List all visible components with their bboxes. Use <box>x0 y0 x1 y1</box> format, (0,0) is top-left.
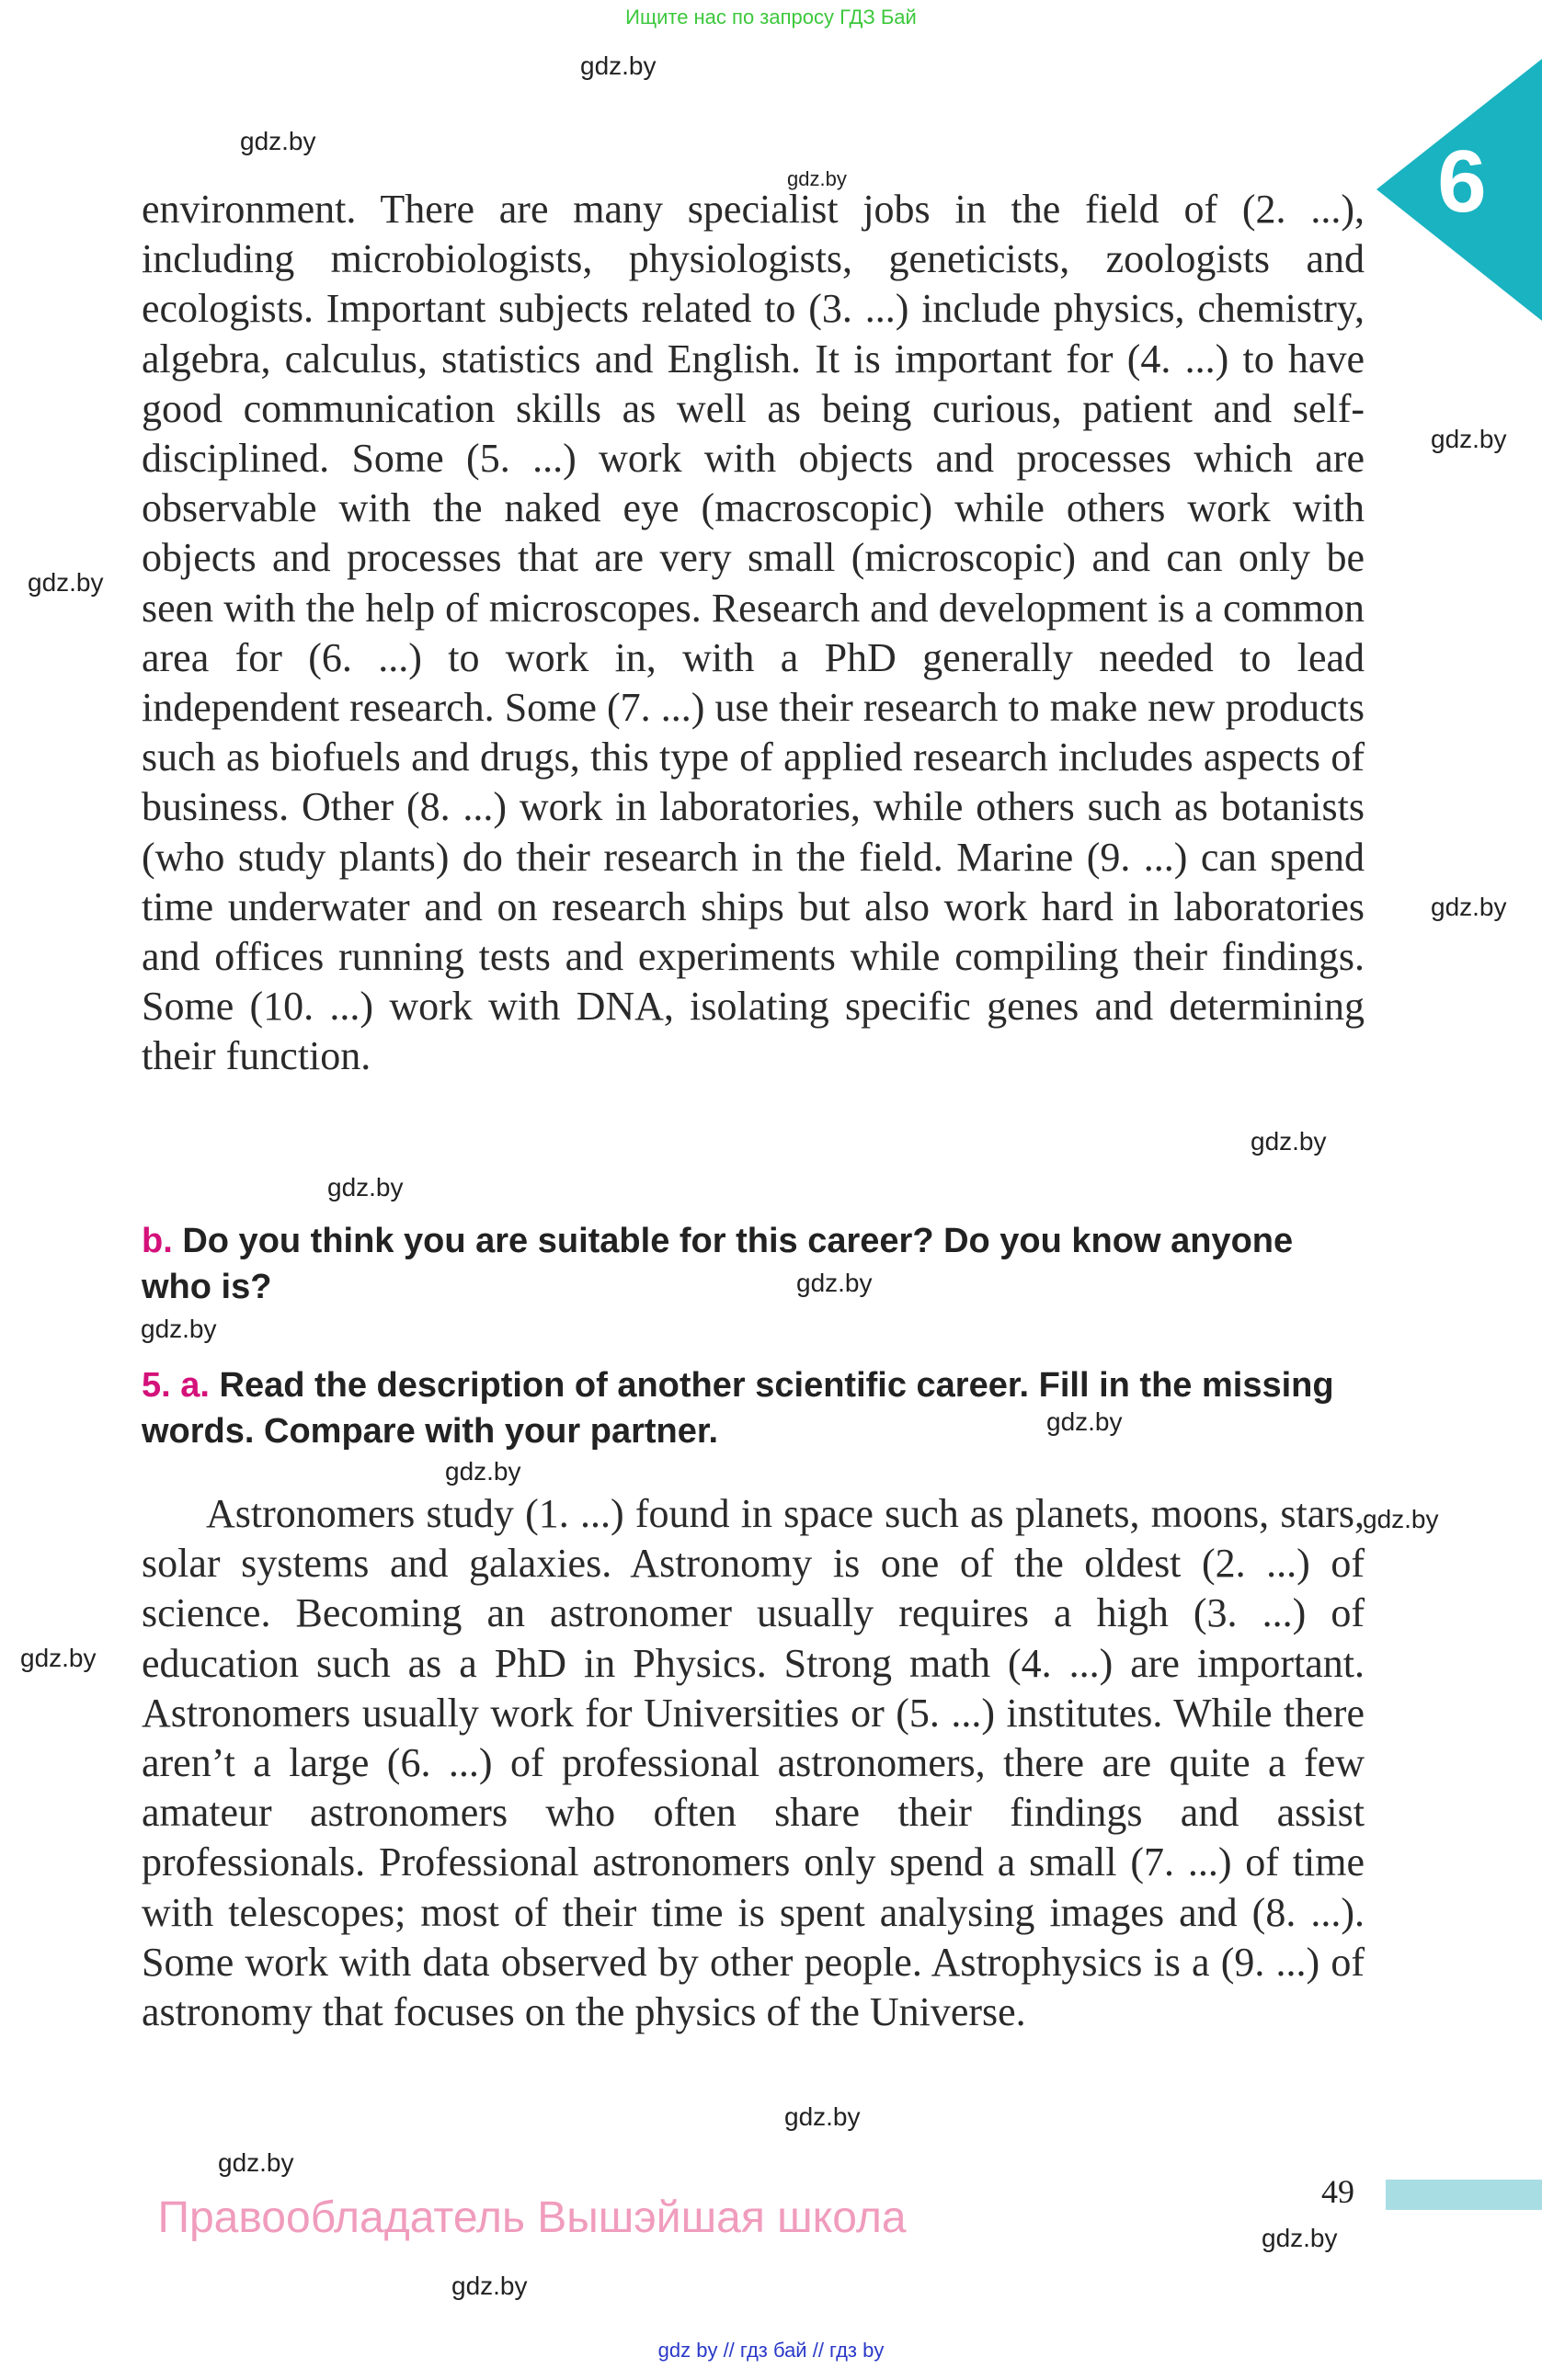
watermark: gdz.by <box>796 1269 873 1297</box>
copyright-watermark: Правообладатель Вышэйшая школа <box>157 2193 907 2242</box>
task-5a <box>142 1362 1365 1454</box>
watermark: gdz.by <box>327 1173 404 1201</box>
watermark: gdz.by <box>1046 1407 1123 1436</box>
watermark: gdz.by <box>1431 425 1507 453</box>
passage-biologists: environment. There are many specialist jobs in the field of (2. ...), including microbiologists, physiologists, geneticists, zoologists and ecologists. Important subjects related to (3. ...) include physics, chemistry, algebra, calculus, statistics and English. It is important for (4. ...) to have good communication skills as well as being curious, patient and self-disciplined. Some (5. ...) work with objects and processes which are observable with the naked eye (macroscopic) while others work with objects and processes that are very small (microscopic) and can only be seen with the help of microscopes. Research and development is a common area for (6. ...) to work in, with a PhD generally needed to lead independent research. Some (7. ...) use their research to make new products such as biofuels and drugs, this type of applied research includes aspects of business. Other (8. ...) work in laboratories, while others such as botanists (who study plants) do their research in the field. Marine (9. ...) can spend time underwater and on research ships but also work hard in laboratories and offices running tests and experiments while compiling their findings. Some (10. ...) work with DNA, isolating specific genes and determining their function. <box>142 187 1365 1079</box>
watermark: gdz.by <box>28 568 104 597</box>
passage-astronomers: Astronomers study (1. ...) found in space such as planets, moons, stars, solar systems and galaxies. Astronomy is one of the oldest (2. ...) of science. Becoming an astronomer usually requires a high (3. ...) of education such as a PhD in Physics. Strong math (4. ...) are important. Astronomers usually work for Universities or (5. ...) institutes. While there aren’t a large (6. ...) of professional astronomers, there are quite a few amateur astronomers who often share their findings and assist professionals. Professional astronomers only spend a small (7. ...) of time with telescopes; most of their time is spent analysing images and (8. ...). Some work with data observed by other people. Astrophysics is a (9. ...) of astronomy that focuses on the physics of the Universe. <box>142 1491 1365 2035</box>
watermark: gdz.by <box>784 2102 861 2131</box>
watermark: gdz.by <box>240 127 316 155</box>
task-b-text: Do you think you are suitable for this career? Do you know anyone who is? <box>142 1222 1294 1306</box>
watermark: gdz.by <box>1431 893 1507 921</box>
top-banner[interactable]: Ищите нас по запросу ГДЗ Бай <box>625 6 917 28</box>
footer-links[interactable]: gdz by // гдз бай // гдз by <box>657 2339 885 2362</box>
task-5a-label: 5. a. <box>142 1366 210 1405</box>
watermark: gdz.by <box>1262 2224 1338 2252</box>
watermark: gdz.by <box>1251 1127 1327 1156</box>
watermark: gdz.by <box>141 1315 217 1343</box>
watermark: gdz.by <box>787 167 847 190</box>
task-b-label: b. <box>142 1222 173 1260</box>
task-5a-text: Read the description of another scientific career. Fill in the missing words. Compare with your partner. <box>142 1366 1334 1451</box>
watermark: gdz.by <box>20 1644 97 1672</box>
watermark: gdz.by <box>451 2272 528 2300</box>
task-b <box>142 1218 1365 1310</box>
watermark: gdz.by <box>445 1457 521 1486</box>
watermark: gdz.by <box>218 2148 294 2177</box>
watermark: gdz.by <box>580 51 657 80</box>
watermark: gdz.by <box>1363 1505 1439 1533</box>
unit-number: 6 <box>1437 132 1487 231</box>
page-number: 49 <box>1321 2173 1354 2210</box>
